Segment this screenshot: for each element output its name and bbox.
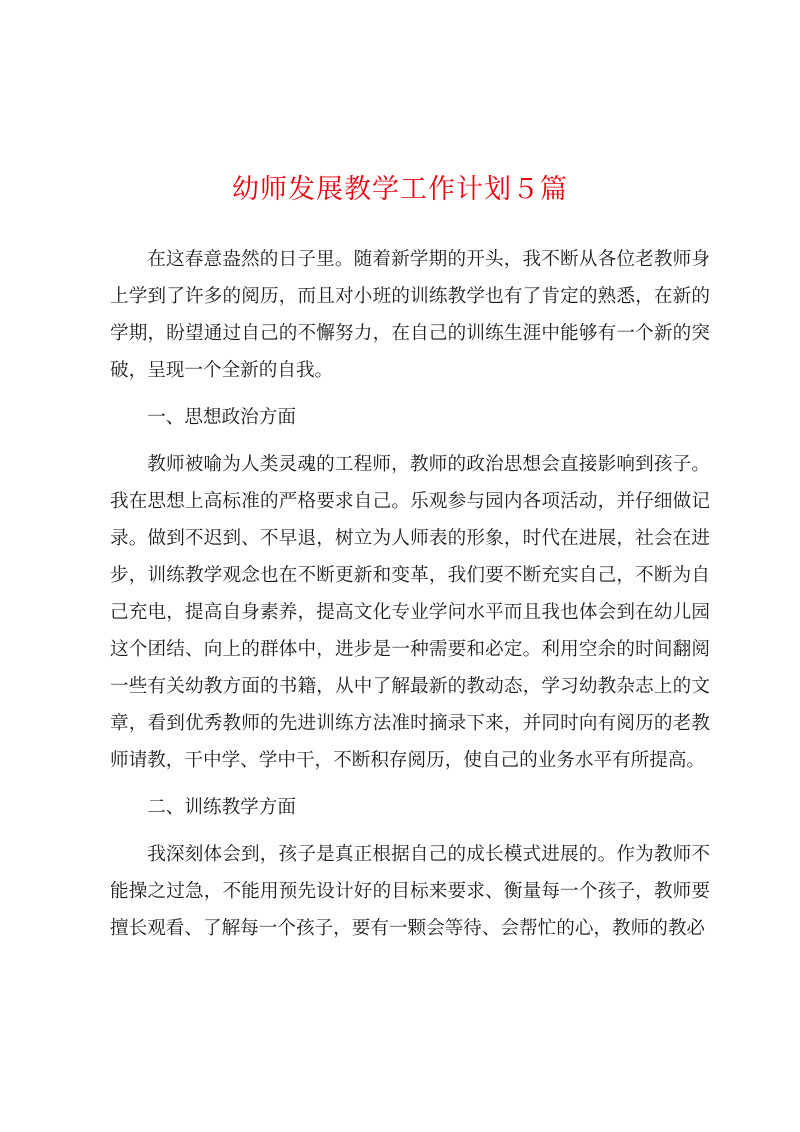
paragraph-ideology: 教师被喻为人类灵魂的工程师，教师的政治思想会直接影响到孩子。我在思想上高标准的严格要求自己。乐观参与园内各项活动，并仔细做记录。做到不迟到、不早退，树立为人师表的形象，时代在进展，社会在进步，训练教学观念也在不断更新和变革，我们要不断充实自己，不断为自己充电，提高自身素养，提高文化专业学问水平而且我也体会到在幼儿园这个团结、向上的群体中，进步是一种需要和必定。利用空余的时间翻阅一些有关幼教方面的书籍，从中了解最新的教动态，学习幼教杂志上的文章，看到优秀教师的先进训练方法准时摘录下来，并同时向有阅历的老教师请教，干中学、学中干，不断积存阅历，使自己的业务水平有所提高。 xyxy=(110,454,710,771)
section-heading-ideology: 一、思想政治方面 xyxy=(147,407,296,428)
document-body xyxy=(110,241,710,957)
document-title: 幼师发展教学工作计划５篇 xyxy=(232,174,568,205)
paragraph-teaching: 我深刻体会到，孩子是真正根据自己的成长模式进展的。作为教师不能操之过急，不能用预先设计好的目标来要求、衡量每一个孩子，教师要擅长观看、了解每一个孩子，要有一颗会等待、会帮忙的心，教师的教必 xyxy=(110,844,710,939)
section-heading-teaching: 二、训练教学方面 xyxy=(147,797,296,818)
paragraph-intro: 在这春意盎然的日子里。随着新学期的开头，我不断从各位老教师身上学到了许多的阅历，而且对小班的训练教学也有了肯定的熟悉，在新的学期，盼望通过自己的不懈努力，在自己的训练生涯中能够有一个新的突破，呈现一个全新的自我。 xyxy=(110,249,710,381)
